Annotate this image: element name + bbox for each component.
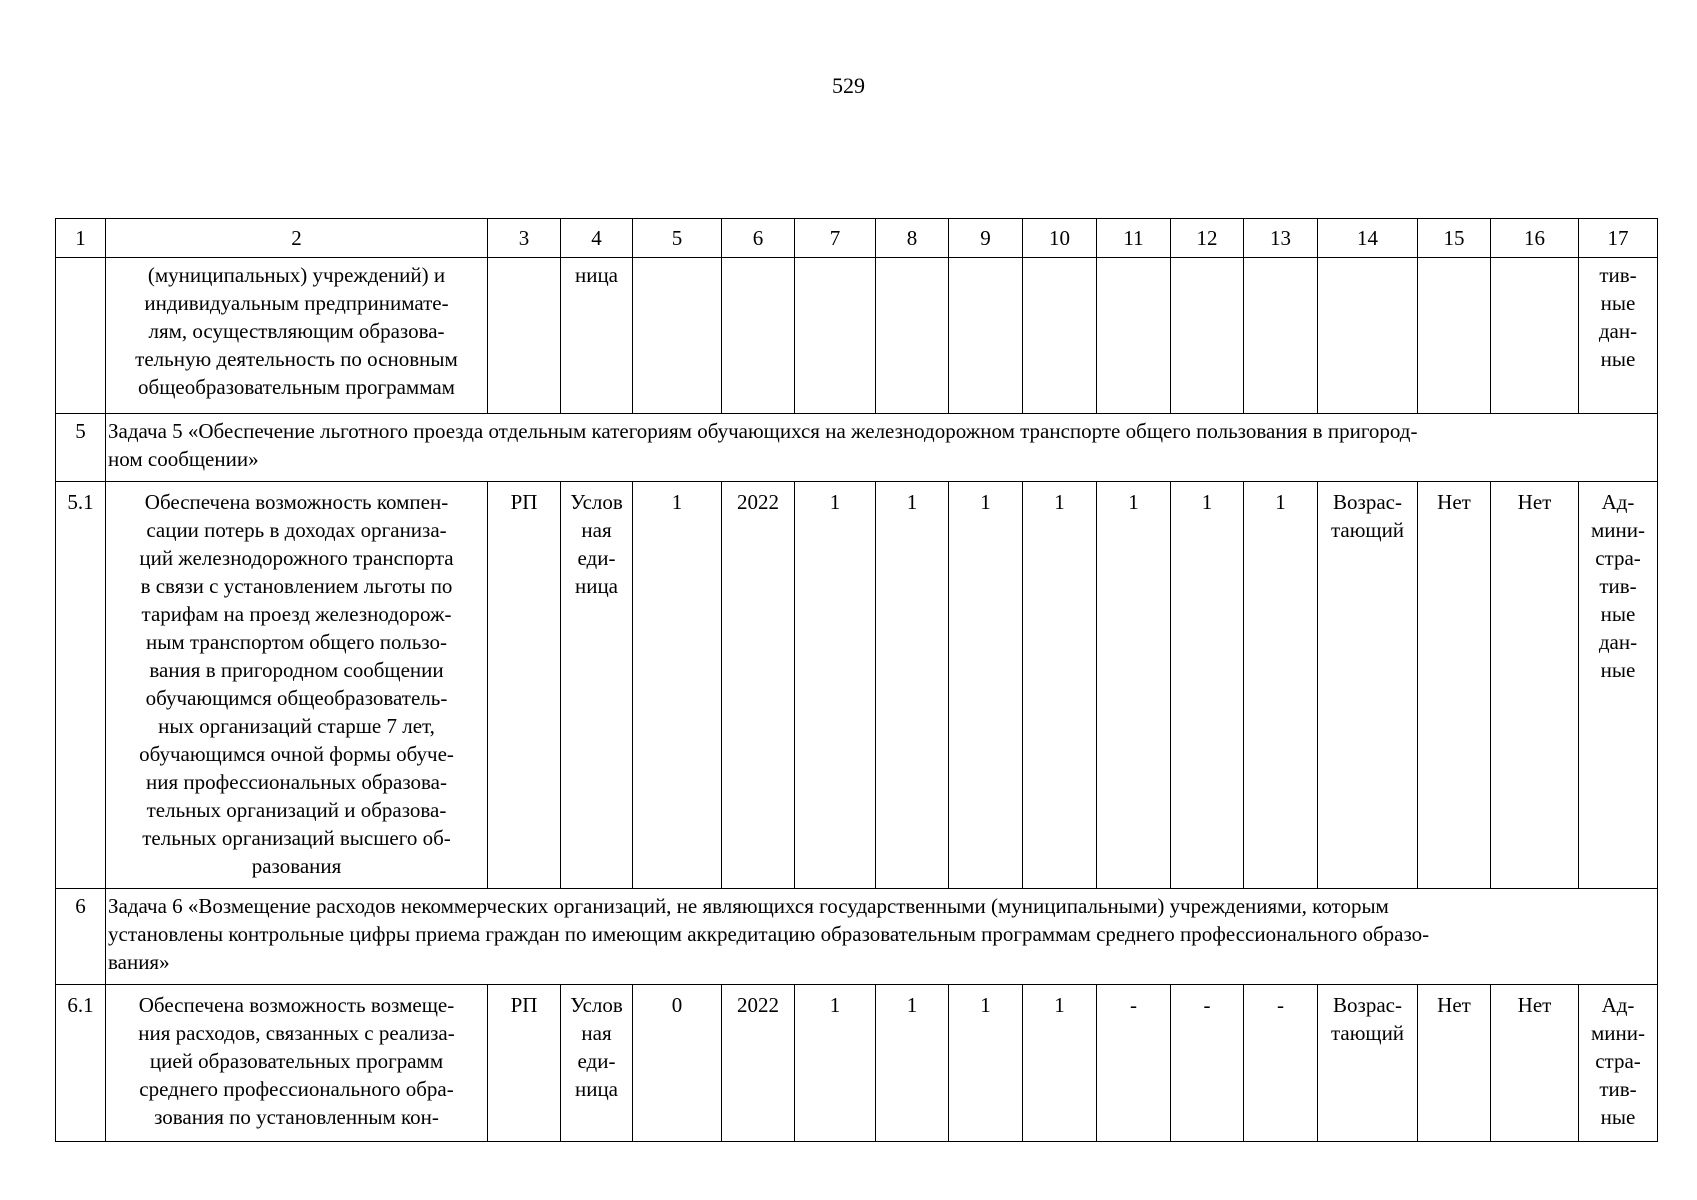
- text-line: стра-: [1595, 546, 1641, 570]
- header-cell: 5: [633, 219, 722, 258]
- text-line: ные: [1600, 291, 1636, 315]
- table-header-row: [56, 219, 1658, 258]
- cell-value: 1: [1023, 985, 1097, 1142]
- cell-value: 1: [1023, 482, 1097, 889]
- header-cell: 10: [1023, 219, 1097, 258]
- header-cell: 9: [949, 219, 1023, 258]
- cell: [1418, 258, 1491, 414]
- cell-value: 1: [949, 985, 1023, 1142]
- cell-value: -: [1097, 985, 1171, 1142]
- text-line: Ад-: [1601, 993, 1635, 1017]
- cell-num: 5.1: [56, 482, 106, 889]
- header-cell: 4: [561, 219, 633, 258]
- text-line: ные: [1600, 658, 1636, 682]
- page-number: 529: [832, 73, 865, 98]
- header-cell: 3: [488, 219, 561, 258]
- table-row-5-1: [56, 482, 1658, 889]
- text-line: дан-: [1598, 630, 1638, 654]
- cell-value: 1: [876, 985, 949, 1142]
- header-cell: 8: [876, 219, 949, 258]
- text-line: в связи с установлением льготы по: [140, 574, 453, 598]
- cell-level: РП: [488, 985, 561, 1142]
- table-row-task-5: [56, 414, 1658, 482]
- task-number: 5: [56, 414, 106, 482]
- text-line: ница: [574, 263, 619, 287]
- text-line: тив-: [1599, 574, 1637, 598]
- task-title: [106, 889, 1658, 985]
- text-line: Задача 5 «Обеспечение льготного проезда отдельным категориям обучающихся на железнодорожном транспорте общего пользования в пригород-: [108, 419, 1418, 443]
- cell-flag: Нет: [1418, 985, 1491, 1142]
- cell-flag: Нет: [1491, 482, 1579, 889]
- cell-value: 1: [795, 985, 876, 1142]
- cell-description: [106, 985, 488, 1142]
- cell-description: [106, 482, 488, 889]
- cell: [633, 258, 722, 414]
- header-cell: 2: [106, 219, 488, 258]
- header-cell: 1: [56, 219, 106, 258]
- cell: [1023, 258, 1097, 414]
- cell: [1244, 258, 1318, 414]
- text-line: Услов: [570, 490, 623, 514]
- cell-value: 1: [949, 482, 1023, 889]
- cell-value: 1: [795, 482, 876, 889]
- cell-trend: [1318, 985, 1418, 1142]
- cell-num: 6.1: [56, 985, 106, 1142]
- cell-source: [1579, 258, 1658, 414]
- cell-base-year: 2022: [722, 482, 795, 889]
- cell: [722, 258, 795, 414]
- text-line: ций железнодорожного транспорта: [139, 546, 454, 570]
- text-line: ные: [1600, 347, 1636, 371]
- text-line: еди-: [577, 546, 616, 570]
- cell-description: [106, 258, 488, 414]
- header-cell: 15: [1418, 219, 1491, 258]
- table-row-continuation: [56, 258, 1658, 414]
- text-line: тив-: [1599, 263, 1637, 287]
- header-cell: 12: [1171, 219, 1244, 258]
- cell: [949, 258, 1023, 414]
- text-line: ных организаций старше 7 лет,: [158, 714, 435, 738]
- text-line: тельную деятельность по основным: [135, 347, 458, 371]
- header-cell: 14: [1318, 219, 1418, 258]
- text-line: общеобразовательным программам: [138, 375, 455, 399]
- text-line: индивидуальным предпринимате-: [144, 291, 449, 315]
- text-line: обучающимся общеобразователь-: [145, 686, 448, 710]
- text-line: Обеспечена возможность компен-: [144, 490, 449, 514]
- header-cell: 11: [1097, 219, 1171, 258]
- text-line: Услов: [570, 993, 623, 1017]
- text-line: тельных организаций и образова-: [146, 798, 447, 822]
- text-line: Ад-: [1601, 490, 1635, 514]
- text-line: среднего профессионального обра-: [139, 1077, 454, 1101]
- cell-source: [1579, 482, 1658, 889]
- text-line: Обеспечена возможность возмеще-: [138, 993, 455, 1017]
- task-title: [106, 414, 1658, 482]
- text-line: тельных организаций высшего об-: [142, 826, 451, 850]
- table-row-task-6: [56, 889, 1658, 985]
- cell: [795, 258, 876, 414]
- cell-value: 1: [1171, 482, 1244, 889]
- text-line: ница: [574, 574, 619, 598]
- cell-base-value: 1: [633, 482, 722, 889]
- cell: [1097, 258, 1171, 414]
- cell-value: 1: [1244, 482, 1318, 889]
- text-line: ные: [1600, 1105, 1636, 1129]
- text-line: разования: [251, 854, 342, 878]
- task-number: 6: [56, 889, 106, 985]
- table-row-6-1: [56, 985, 1658, 1142]
- cell-value: -: [1171, 985, 1244, 1142]
- cell-base-value: 0: [633, 985, 722, 1142]
- cell-unit: [561, 482, 633, 889]
- text-line: тающий: [1330, 518, 1405, 542]
- header-cell: 17: [1579, 219, 1658, 258]
- cell-trend: [1318, 482, 1418, 889]
- text-line: лям, осуществляющим образова-: [148, 319, 445, 343]
- text-line: еди-: [577, 1049, 616, 1073]
- text-line: (муниципальных) учреждений) и: [147, 263, 446, 287]
- cell-value: -: [1244, 985, 1318, 1142]
- text-line: сации потерь в доходах организа-: [146, 518, 447, 542]
- cell-value: 1: [1097, 482, 1171, 889]
- cell-level: [488, 258, 561, 414]
- cell-num: [56, 258, 106, 414]
- text-line: ния профессиональных образова-: [146, 770, 447, 794]
- cell-source: [1579, 985, 1658, 1142]
- text-line: зования по установленным кон-: [154, 1105, 439, 1129]
- text-line: вания»: [108, 950, 170, 974]
- cell-unit: [561, 258, 633, 414]
- text-line: тарифам на проезд железнодорож-: [141, 602, 452, 626]
- text-line: Возрас-: [1333, 490, 1402, 514]
- cell: [1171, 258, 1244, 414]
- text-line: ные: [1600, 602, 1636, 626]
- text-line: дан-: [1598, 319, 1638, 343]
- text-line: Возрас-: [1333, 993, 1402, 1017]
- cell-level: РП: [488, 482, 561, 889]
- header-cell: 7: [795, 219, 876, 258]
- cell-flag: Нет: [1418, 482, 1491, 889]
- text-line: Задача 6 «Возмещение расходов некоммерческих организаций, не являющихся государственными (муниципальными) учреждениями, которым: [108, 894, 1389, 918]
- header-cell: 16: [1491, 219, 1579, 258]
- text-line: тающий: [1330, 1021, 1405, 1045]
- text-line: ная: [581, 1021, 612, 1045]
- cell-value: 1: [876, 482, 949, 889]
- text-line: стра-: [1595, 1049, 1641, 1073]
- indicators-table: [55, 218, 1658, 1142]
- text-line: вания в пригородном сообщении: [149, 658, 444, 682]
- cell: [876, 258, 949, 414]
- text-line: ном сообщении»: [108, 447, 259, 471]
- header-cell: 6: [722, 219, 795, 258]
- text-line: ница: [574, 1077, 619, 1101]
- text-line: установлены контрольные цифры приема граждан по имеющим аккредитацию образовательным программам среднего профессионального образо-: [108, 922, 1430, 946]
- text-line: ния расходов, связанных с реализа-: [138, 1021, 455, 1045]
- cell-base-year: 2022: [722, 985, 795, 1142]
- cell: [1491, 258, 1579, 414]
- text-line: ная: [581, 518, 612, 542]
- text-line: цией образовательных программ: [149, 1049, 444, 1073]
- text-line: тив-: [1599, 1077, 1637, 1101]
- cell-flag: Нет: [1491, 985, 1579, 1142]
- text-line: ным транспортом общего пользо-: [146, 630, 447, 654]
- cell-unit: [561, 985, 633, 1142]
- text-line: мини-: [1591, 1021, 1645, 1045]
- text-line: обучающимся очной формы обуче-: [139, 742, 454, 766]
- cell: [1318, 258, 1418, 414]
- text-line: мини-: [1591, 518, 1645, 542]
- header-cell: 13: [1244, 219, 1318, 258]
